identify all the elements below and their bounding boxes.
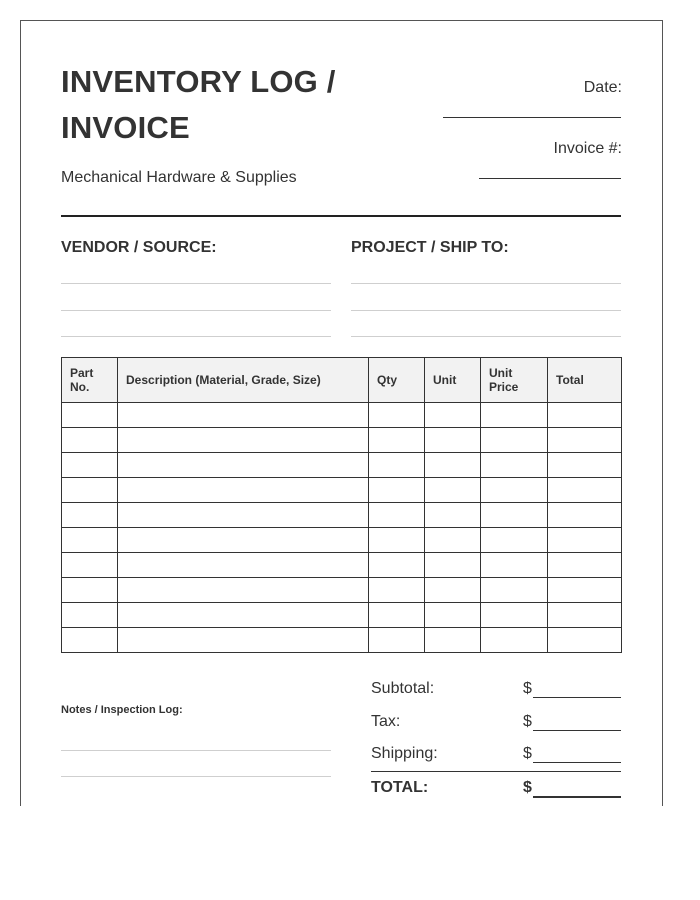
qty-cell[interactable] bbox=[369, 553, 425, 578]
notes-line-1[interactable] bbox=[61, 750, 331, 751]
date-label: Date: bbox=[583, 79, 622, 96]
shipping-label: Shipping: bbox=[371, 745, 438, 762]
description-cell[interactable] bbox=[118, 528, 369, 553]
total-cell[interactable] bbox=[548, 628, 622, 653]
part-no-cell[interactable] bbox=[62, 528, 118, 553]
column-header-total: Total bbox=[548, 358, 622, 403]
table-row bbox=[62, 478, 622, 503]
total-field[interactable] bbox=[533, 796, 621, 798]
total-cell[interactable] bbox=[548, 528, 622, 553]
table-row bbox=[62, 628, 622, 653]
column-header-qty: Qty bbox=[369, 358, 425, 403]
unit-price-cell[interactable] bbox=[481, 628, 548, 653]
total-cell[interactable] bbox=[548, 578, 622, 603]
unit-cell[interactable] bbox=[425, 628, 481, 653]
column-header-part-no: Part No. bbox=[62, 358, 118, 403]
description-cell[interactable] bbox=[118, 478, 369, 503]
qty-cell[interactable] bbox=[369, 478, 425, 503]
unit-price-cell[interactable] bbox=[481, 478, 548, 503]
qty-cell[interactable] bbox=[369, 453, 425, 478]
qty-cell[interactable] bbox=[369, 628, 425, 653]
total-cell[interactable] bbox=[548, 603, 622, 628]
description-cell[interactable] bbox=[118, 453, 369, 478]
subtotal-field[interactable] bbox=[533, 697, 621, 698]
unit-price-cell[interactable] bbox=[481, 528, 548, 553]
part-no-cell[interactable] bbox=[62, 553, 118, 578]
table-row bbox=[62, 428, 622, 453]
qty-cell[interactable] bbox=[369, 503, 425, 528]
project-line-2[interactable] bbox=[351, 310, 621, 311]
vendor-source-label: VENDOR / SOURCE: bbox=[61, 239, 217, 256]
part-no-cell[interactable] bbox=[62, 603, 118, 628]
description-cell[interactable] bbox=[118, 403, 369, 428]
table-row bbox=[62, 403, 622, 428]
invoice-number-label: Invoice #: bbox=[553, 140, 622, 157]
total-cell[interactable] bbox=[548, 428, 622, 453]
notes-label: Notes / Inspection Log: bbox=[61, 704, 183, 716]
document-subtitle: Mechanical Hardware & Supplies bbox=[61, 169, 297, 186]
column-header-unit: Unit bbox=[425, 358, 481, 403]
unit-price-cell[interactable] bbox=[481, 453, 548, 478]
invoice-number-field[interactable] bbox=[479, 178, 621, 179]
table-row bbox=[62, 578, 622, 603]
subtotal-currency: $ bbox=[523, 680, 532, 697]
unit-price-cell[interactable] bbox=[481, 503, 548, 528]
unit-cell[interactable] bbox=[425, 553, 481, 578]
date-field[interactable] bbox=[443, 117, 621, 118]
description-cell[interactable] bbox=[118, 553, 369, 578]
shipping-field[interactable] bbox=[533, 762, 621, 763]
unit-cell[interactable] bbox=[425, 403, 481, 428]
invoice-sheet bbox=[20, 20, 663, 806]
project-line-1[interactable] bbox=[351, 283, 621, 284]
tax-label: Tax: bbox=[371, 713, 401, 730]
unit-price-cell[interactable] bbox=[481, 578, 548, 603]
notes-line-2[interactable] bbox=[61, 776, 331, 777]
vendor-line-2[interactable] bbox=[61, 310, 331, 311]
total-currency: $ bbox=[523, 779, 532, 796]
qty-cell[interactable] bbox=[369, 578, 425, 603]
qty-cell[interactable] bbox=[369, 528, 425, 553]
unit-cell[interactable] bbox=[425, 503, 481, 528]
table-body bbox=[62, 403, 622, 653]
description-cell[interactable] bbox=[118, 628, 369, 653]
total-cell[interactable] bbox=[548, 478, 622, 503]
line-items-table bbox=[61, 357, 622, 653]
part-no-cell[interactable] bbox=[62, 453, 118, 478]
total-cell[interactable] bbox=[548, 503, 622, 528]
document-title: INVENTORY LOG / INVOICE bbox=[61, 64, 336, 145]
table-header-row bbox=[62, 358, 622, 403]
column-header-unit-price: Unit Price bbox=[481, 358, 548, 403]
unit-cell[interactable] bbox=[425, 453, 481, 478]
project-line-3[interactable] bbox=[351, 336, 621, 337]
description-cell[interactable] bbox=[118, 603, 369, 628]
tax-currency: $ bbox=[523, 713, 532, 730]
column-header-description: Description (Material, Grade, Size) bbox=[118, 358, 369, 403]
unit-price-cell[interactable] bbox=[481, 428, 548, 453]
shipping-currency: $ bbox=[523, 745, 532, 762]
part-no-cell[interactable] bbox=[62, 403, 118, 428]
unit-cell[interactable] bbox=[425, 428, 481, 453]
unit-cell[interactable] bbox=[425, 478, 481, 503]
part-no-cell[interactable] bbox=[62, 503, 118, 528]
unit-cell[interactable] bbox=[425, 603, 481, 628]
part-no-cell[interactable] bbox=[62, 628, 118, 653]
total-cell[interactable] bbox=[548, 453, 622, 478]
part-no-cell[interactable] bbox=[62, 428, 118, 453]
part-no-cell[interactable] bbox=[62, 478, 118, 503]
unit-price-cell[interactable] bbox=[481, 553, 548, 578]
header-divider bbox=[61, 215, 621, 217]
total-cell[interactable] bbox=[548, 553, 622, 578]
totals-separator bbox=[371, 771, 621, 772]
unit-price-cell[interactable] bbox=[481, 603, 548, 628]
tax-field[interactable] bbox=[533, 730, 621, 731]
part-no-cell[interactable] bbox=[62, 578, 118, 603]
total-label: TOTAL: bbox=[371, 779, 429, 796]
unit-cell[interactable] bbox=[425, 578, 481, 603]
unit-price-cell[interactable] bbox=[481, 403, 548, 428]
total-cell[interactable] bbox=[548, 403, 622, 428]
description-cell[interactable] bbox=[118, 578, 369, 603]
vendor-line-1[interactable] bbox=[61, 283, 331, 284]
table-row bbox=[62, 553, 622, 578]
project-ship-to-label: PROJECT / SHIP TO: bbox=[351, 239, 509, 256]
table-row bbox=[62, 453, 622, 478]
qty-cell[interactable] bbox=[369, 603, 425, 628]
table-row bbox=[62, 528, 622, 553]
table-row bbox=[62, 503, 622, 528]
subtotal-label: Subtotal: bbox=[371, 680, 435, 697]
qty-cell[interactable] bbox=[369, 428, 425, 453]
qty-cell[interactable] bbox=[369, 403, 425, 428]
description-cell[interactable] bbox=[118, 428, 369, 453]
unit-cell[interactable] bbox=[425, 528, 481, 553]
description-cell[interactable] bbox=[118, 503, 369, 528]
table-row bbox=[62, 603, 622, 628]
vendor-line-3[interactable] bbox=[61, 336, 331, 337]
